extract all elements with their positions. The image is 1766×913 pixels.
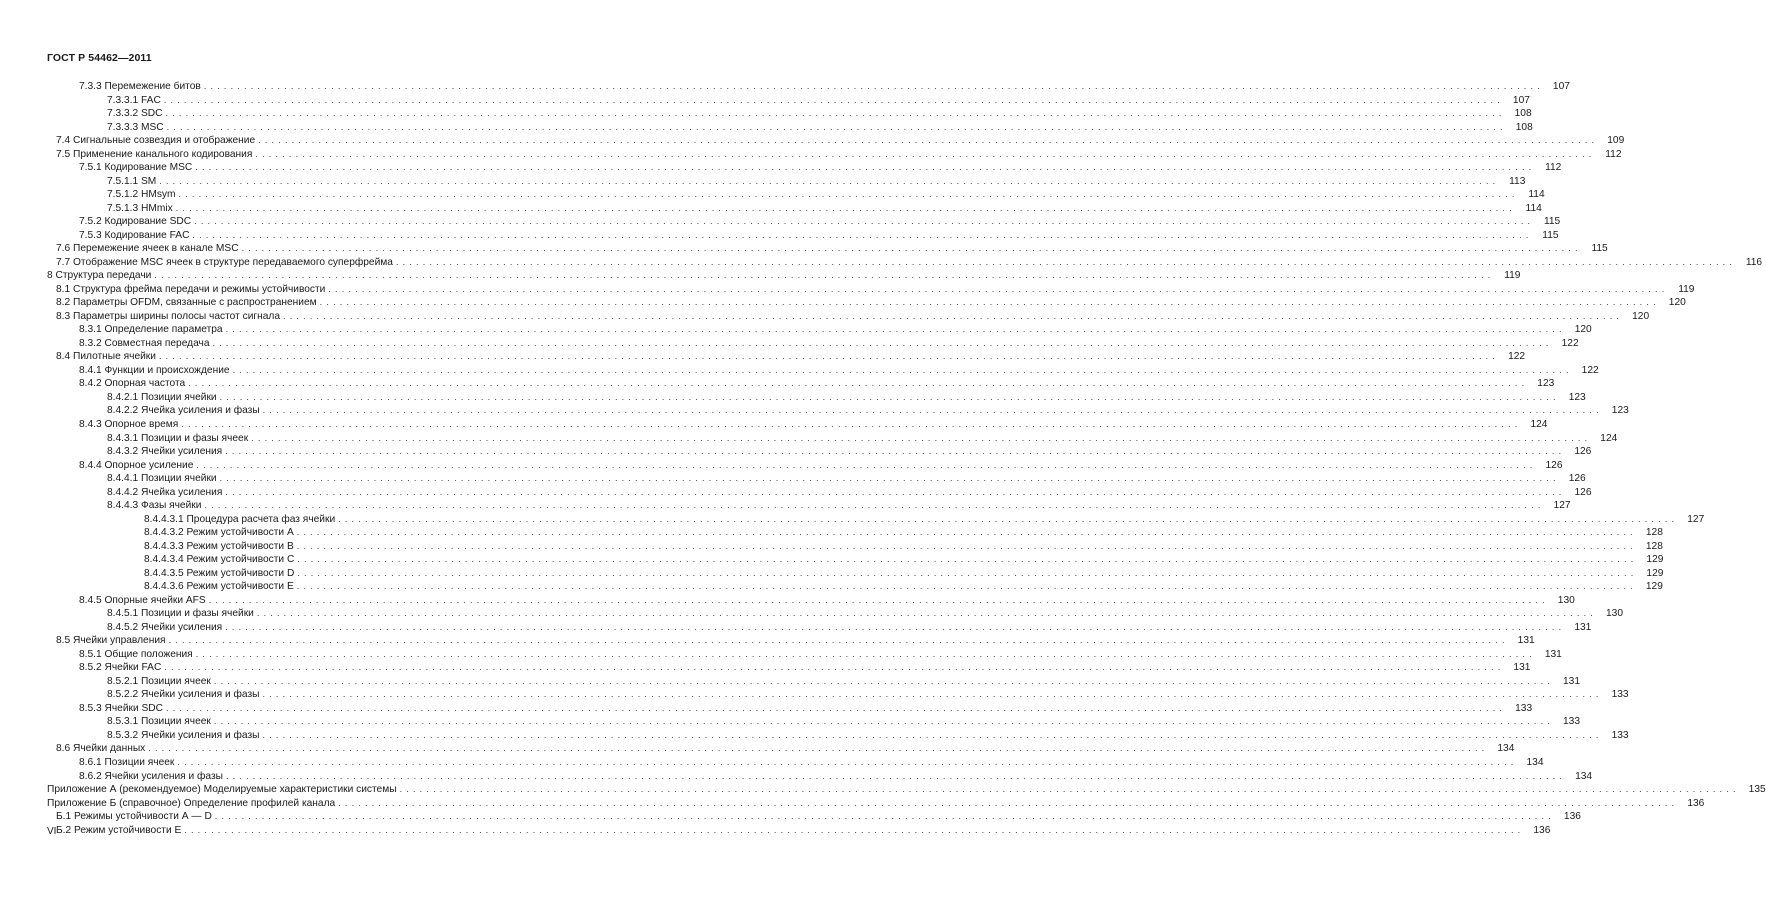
- toc-leader-dots: ........................................................................................................................................................................................................: [219, 473, 1560, 484]
- toc-entry-page: 129: [1646, 554, 1664, 566]
- toc-entry[interactable]: [144, 526, 1663, 539]
- toc-leader-dots: ........................................................................................................................................................................................................: [158, 351, 1500, 362]
- toc-entry-page: 107: [1552, 81, 1570, 92]
- toc-entry[interactable]: [107, 432, 1618, 445]
- toc-entry-title: 8.3.2 Совместная передача: [79, 337, 210, 349]
- toc-entry-title: 7.3.3.2 SDC: [107, 108, 163, 120]
- toc-entry-title: 8.4.4.3 Фазы ячейки: [107, 500, 202, 512]
- toc-entry[interactable]: [47, 783, 1766, 796]
- toc-entry[interactable]: [56, 350, 1526, 363]
- toc-leader-dots: ........................................................................................................................................................................................................: [225, 621, 1566, 632]
- toc-leader-dots: ........................................................................................................................................................................................................: [168, 635, 1509, 646]
- toc-leader-dots: ........................................................................................................................................................................................................: [225, 446, 1566, 457]
- toc-entry[interactable]: [107, 175, 1526, 188]
- toc-leader-dots: ........................................................................................................................................................................................................: [154, 270, 1495, 281]
- toc-entry[interactable]: [107, 188, 1545, 201]
- toc-entry-page: 123: [1568, 391, 1586, 403]
- toc-entry[interactable]: [79, 702, 1533, 715]
- toc-entry-page: 130: [1557, 594, 1575, 606]
- toc-entry-title: 7.5.1.2 HMsym: [107, 189, 176, 201]
- toc-entry-page: 131: [1544, 648, 1562, 660]
- toc-entry-title: 8.5.3 Ячейки SDC: [79, 702, 163, 714]
- toc-entry-title: 7.5 Применение канального кодирования: [56, 148, 253, 160]
- toc-entry[interactable]: [144, 513, 1705, 526]
- toc-entry[interactable]: [107, 729, 1629, 742]
- toc-entry-title: Б.2 Режим устойчивости E: [56, 824, 182, 836]
- toc-entry[interactable]: [107, 404, 1629, 417]
- toc-leader-dots: ........................................................................................................................................................................................................: [258, 135, 1599, 146]
- toc-entry-page: 122: [1561, 337, 1579, 349]
- toc-entry[interactable]: [107, 499, 1571, 512]
- toc-entry-title: 8.4.4.3.3 Режим устойчивости B: [144, 540, 294, 552]
- toc-entry[interactable]: [56, 310, 1650, 323]
- toc-leader-dots: ........................................................................................................................................................................................................: [188, 378, 1529, 389]
- toc-leader-dots: ........................................................................................................................................................................................................: [219, 391, 1560, 402]
- toc-leader-dots: ........................................................................................................................................................................................................: [296, 527, 1637, 538]
- toc-entry-page: 114: [1528, 189, 1545, 201]
- toc-entry-page: 136: [1563, 811, 1581, 823]
- toc-entry[interactable]: [107, 472, 1586, 485]
- toc-entry-title: 8.4.4.3.1 Процедура расчета фаз ячейки: [144, 513, 336, 525]
- toc-entry[interactable]: [107, 607, 1623, 620]
- toc-entry-title: 8.4.4.2 Ячейка усиления: [107, 486, 223, 498]
- toc-entry-page: 131: [1517, 635, 1535, 647]
- toc-entry-title: 7.5.1.1 SM: [107, 175, 157, 187]
- toc-leader-dots: ........................................................................................................................................................................................................: [399, 784, 1740, 795]
- toc-entry-title: 8.4.1 Функции и происхождение: [79, 364, 230, 376]
- toc-entry[interactable]: [107, 621, 1592, 634]
- toc-leader-dots: ........................................................................................................................................................................................................: [175, 202, 1516, 213]
- toc-entry[interactable]: [107, 202, 1542, 215]
- toc-leader-dots: ........................................................................................................................................................................................................: [166, 121, 1507, 132]
- toc-entry-page: 129: [1645, 581, 1663, 593]
- toc-entry-title: 8.5.2 Ячейки FAC: [79, 662, 162, 674]
- toc-leader-dots: ........................................................................................................................................................................................................: [164, 662, 1505, 673]
- toc-entry[interactable]: [56, 824, 1551, 837]
- toc-entry-title: 8.4.3.2 Ячейки усиления: [107, 446, 223, 458]
- toc-entry-page: 108: [1515, 121, 1533, 133]
- toc-leader-dots: ........................................................................................................................................................................................................: [213, 716, 1554, 727]
- toc-entry-page: 136: [1533, 824, 1551, 836]
- toc-entry-title: 7.7 Отображение MSC ячеек в структуре передаваемого суперфрейма: [56, 256, 393, 268]
- toc-entry-page: 107: [1512, 94, 1530, 106]
- toc-entry[interactable]: [79, 337, 1579, 350]
- toc-entry[interactable]: [107, 675, 1580, 688]
- toc-entry[interactable]: [144, 567, 1664, 580]
- toc-entry-page: 109: [1607, 135, 1625, 147]
- toc-leader-dots: ........................................................................................................................................................................................................: [208, 594, 1549, 605]
- toc-leader-dots: ........................................................................................................................................................................................................: [184, 824, 1525, 835]
- toc-leader-dots: ........................................................................................................................................................................................................: [225, 770, 1567, 781]
- toc-entry[interactable]: [79, 377, 1555, 390]
- toc-entry-page: 113: [1509, 175, 1526, 187]
- toc-entry[interactable]: [56, 810, 1581, 823]
- toc-entry-title: 7.5.1.3 HMmix: [107, 202, 173, 214]
- toc-entry-title: 8.4.4.3.4 Режим устойчивости C: [144, 554, 295, 566]
- toc-leader-dots: ........................................................................................................................................................................................................: [241, 243, 1582, 254]
- toc-entry-title: Приложение Б (справочное) Определение профилей канала: [47, 797, 336, 809]
- toc-entry-page: 120: [1668, 297, 1686, 309]
- toc-leader-dots: ........................................................................................................................................................................................................: [163, 94, 1504, 105]
- toc-entry-page: 108: [1514, 108, 1532, 120]
- toc-entry-page: 131: [1574, 621, 1592, 633]
- toc-entry-page: 115: [1591, 243, 1608, 255]
- toc-entry[interactable]: [107, 107, 1532, 120]
- toc-leader-dots: ........................................................................................................................................................................................................: [296, 581, 1637, 592]
- toc-entry-page: 124: [1530, 419, 1548, 430]
- toc-entry-title: 8.4.5 Опорные ячейки AFS: [79, 594, 206, 606]
- toc-leader-dots: ........................................................................................................................................................................................................: [262, 405, 1603, 416]
- toc-entry-title: 8.4 Пилотные ячейки: [56, 351, 156, 363]
- toc-entry[interactable]: [144, 553, 1664, 566]
- toc-entry[interactable]: [107, 688, 1629, 701]
- toc-entry-page: 126: [1568, 473, 1586, 485]
- toc-entry-page: 119: [1504, 270, 1521, 282]
- toc-leader-dots: ........................................................................................................................................................................................................: [204, 500, 1545, 511]
- toc-entry-title: 8.5.1 Общие положения: [79, 648, 193, 660]
- toc-leader-dots: ........................................................................................................................................................................................................: [212, 337, 1553, 348]
- toc-entry-title: 8.4.3.1 Позиции и фазы ячеек: [107, 432, 249, 444]
- toc-leader-dots: ........................................................................................................................................................................................................: [214, 811, 1555, 822]
- toc-entry-title: 8.4.4.3.5 Режим устойчивости D: [144, 567, 295, 579]
- toc-entry[interactable]: [79, 648, 1562, 661]
- toc-entry-title: Приложение А (рекомендуемое) Моделируемые характеристики системы: [47, 784, 397, 796]
- toc-entry[interactable]: [56, 283, 1695, 296]
- toc-leader-dots: ........................................................................................................................................................................................................: [166, 702, 1507, 713]
- toc-entry-page: 124: [1600, 432, 1618, 444]
- toc-entry-page: 123: [1537, 378, 1555, 390]
- toc-entry[interactable]: [79, 418, 1548, 431]
- toc-leader-dots: ........................................................................................................................................................................................................: [195, 648, 1536, 659]
- toc-leader-dots: ........................................................................................................................................................................................................: [192, 229, 1533, 240]
- toc-entry-title: Б.1 Режимы устойчивости А — D: [56, 811, 212, 823]
- toc-entry-title: 8 Структура передачи: [47, 270, 152, 282]
- toc-entry[interactable]: [79, 364, 1599, 377]
- toc-leader-dots: ........................................................................................................................................................................................................: [338, 513, 1679, 524]
- toc-entry[interactable]: [56, 742, 1515, 755]
- toc-entry[interactable]: [107, 486, 1592, 499]
- toc-entry-page: 131: [1513, 662, 1531, 674]
- toc-leader-dots: ........................................................................................................................................................................................................: [178, 189, 1519, 200]
- toc-entry[interactable]: [47, 269, 1521, 282]
- toc-leader-dots: ........................................................................................................................................................................................................: [213, 675, 1554, 686]
- toc-entry-title: 8.5.2.2 Ячейки усиления и фазы: [107, 689, 260, 701]
- toc-entry-page: 114: [1525, 202, 1542, 214]
- toc-entry[interactable]: [79, 229, 1559, 242]
- toc-entry[interactable]: [107, 121, 1533, 134]
- toc-entry[interactable]: [107, 715, 1580, 728]
- toc-leader-dots: ........................................................................................................................................................................................................: [194, 216, 1535, 227]
- toc-leader-dots: ........................................................................................................................................................................................................: [319, 297, 1660, 308]
- toc-entry-title: 7.5.3 Кодирование FAC: [79, 229, 190, 241]
- toc-entry-title: 8.6 Ячейки данных: [56, 743, 146, 755]
- toc-entry-page: 126: [1545, 459, 1563, 471]
- toc-entry-title: 7.5.2 Кодирование SDC: [79, 216, 192, 228]
- toc-entry-title: 7.3.3.1 FAC: [107, 94, 161, 106]
- toc-entry-page: 126: [1574, 446, 1592, 458]
- toc-entry[interactable]: [79, 161, 1562, 174]
- toc-entry-page: 128: [1645, 527, 1663, 539]
- toc-entry[interactable]: [79, 80, 1570, 93]
- toc-entry[interactable]: [47, 797, 1705, 810]
- toc-entry-title: 8.4.4 Опорное усиление: [79, 459, 194, 471]
- toc-entry-page: 115: [1542, 229, 1559, 241]
- toc-entry-page: 130: [1605, 608, 1623, 620]
- toc-entry-title: 8.4.4.1 Позиции ячейки: [107, 473, 217, 485]
- toc-entry-title: 8.4.4.3.2 Режим устойчивости A: [144, 527, 294, 539]
- toc-entry-title: 7.3.3 Перемежение битов: [79, 81, 201, 92]
- toc-entry-title: 8.4.5.1 Позиции и фазы ячейки: [107, 608, 254, 620]
- toc-entry-page: 123: [1611, 405, 1629, 417]
- toc-entry-title: 7.4 Сигнальные созвездия и отображение: [56, 135, 256, 147]
- toc-leader-dots: ........................................................................................................................................................................................................: [177, 757, 1518, 767]
- toc-entry-page: 128: [1645, 540, 1663, 552]
- toc-entry-title: 7.5.1 Кодирование MSC: [79, 162, 193, 174]
- toc-leader-dots: ........................................................................................................................................................................................................: [225, 486, 1566, 497]
- toc-leader-dots: ........................................................................................................................................................................................................: [338, 797, 1679, 808]
- toc-leader-dots: ........................................................................................................................................................................................................: [159, 175, 1500, 186]
- toc-entry-page: 133: [1563, 716, 1580, 728]
- document-code: ГОСТ Р 54462—2011: [47, 52, 152, 64]
- toc-entry[interactable]: [79, 661, 1531, 674]
- toc-entry[interactable]: [144, 540, 1663, 553]
- toc-entry[interactable]: [107, 391, 1586, 404]
- toc-entry-page: 131: [1563, 675, 1580, 687]
- toc-entry-title: 8.4.3 Опорное время: [79, 419, 179, 430]
- toc-leader-dots: ........................................................................................................................................................................................................: [165, 108, 1506, 119]
- toc-entry-title: 8.5 Ячейки управления: [56, 635, 166, 647]
- toc-leader-dots: ........................................................................................................................................................................................................: [262, 689, 1603, 700]
- toc-leader-dots: ........................................................................................................................................................................................................: [181, 419, 1522, 429]
- toc-entry-page: 120: [1632, 310, 1650, 322]
- toc-entry-page: 127: [1553, 500, 1571, 512]
- toc-entry[interactable]: [79, 459, 1563, 472]
- toc-entry-title: 8.2 Параметры OFDM, связанные с распространением: [56, 297, 317, 309]
- toc-entry-title: 7.6 Перемежение ячеек в канале MSC: [56, 243, 239, 255]
- toc-leader-dots: ........................................................................................................................................................................................................: [297, 554, 1638, 565]
- toc-entry-title: 8.1 Структура фрейма передачи и режимы устойчивости: [56, 283, 326, 295]
- toc-leader-dots: ........................................................................................................................................................................................................: [328, 283, 1669, 294]
- toc-entry-title: 8.6.2 Ячейки усиления и фазы: [79, 770, 223, 782]
- toc-entry[interactable]: [56, 634, 1535, 647]
- toc-entry-page: 136: [1687, 797, 1705, 809]
- toc-leader-dots: ........................................................................................................................................................................................................: [256, 608, 1597, 619]
- toc-entry-title: 8.4.4.3.6 Режим устойчивости E: [144, 581, 294, 593]
- toc-entry-title: 8.5.3.2 Ячейки усиления и фазы: [107, 729, 260, 741]
- toc-entry[interactable]: [107, 445, 1592, 458]
- toc-entry-page: 119: [1678, 283, 1695, 295]
- toc-entry-page: 112: [1605, 148, 1622, 160]
- toc-leader-dots: ........................................................................................................................................................................................................: [283, 310, 1624, 321]
- toc-entry-title: 8.5.2.1 Позиции ячеек: [107, 675, 211, 687]
- toc-leader-dots: ........................................................................................................................................................................................................: [195, 162, 1536, 173]
- toc-leader-dots: ........................................................................................................................................................................................................: [262, 729, 1603, 740]
- toc-leader-dots: ........................................................................................................................................................................................................: [225, 324, 1566, 335]
- toc-entry-title: 8.4.2 Опорная частота: [79, 378, 186, 390]
- toc-leader-dots: ........................................................................................................................................................................................................: [297, 567, 1638, 578]
- toc-entry[interactable]: [79, 770, 1593, 783]
- toc-entry-page: 129: [1646, 567, 1664, 579]
- toc-entry[interactable]: [79, 323, 1592, 336]
- toc-entry-page: 133: [1515, 702, 1533, 714]
- toc-entry-title: 8.5.3.1 Позиции ячеек: [107, 716, 211, 728]
- toc-entry-title: 8.4.2.1 Позиции ячейки: [107, 391, 217, 403]
- toc-entry-page: 122: [1508, 351, 1526, 363]
- toc-entry-page: 127: [1687, 513, 1705, 525]
- toc-entry-page: 134: [1575, 770, 1593, 782]
- toc-entry-page: 122: [1581, 364, 1599, 376]
- toc-leader-dots: ........................................................................................................................................................................................................: [251, 432, 1592, 443]
- toc-leader-dots: ........................................................................................................................................................................................................: [255, 148, 1596, 159]
- toc-leader-dots: ........................................................................................................................................................................................................: [232, 364, 1573, 375]
- toc-entry-page: 134: [1526, 757, 1544, 768]
- toc-entry[interactable]: [56, 256, 1763, 269]
- toc-entry-page: 115: [1543, 216, 1561, 228]
- toc-entry[interactable]: [56, 134, 1625, 147]
- toc-entry[interactable]: [144, 580, 1663, 593]
- toc-entry[interactable]: [79, 215, 1561, 228]
- toc-entry-page: 135: [1748, 784, 1766, 796]
- toc-leader-dots: ........................................................................................................................................................................................................: [196, 459, 1537, 470]
- toc-leader-dots: ........................................................................................................................................................................................................: [395, 256, 1737, 267]
- toc-leader-dots: ........................................................................................................................................................................................................: [203, 81, 1544, 91]
- toc-entry-page: 133: [1611, 689, 1629, 701]
- toc-entry-title: 8.3.1 Определение параметра: [79, 324, 223, 336]
- toc-entry[interactable]: [56, 296, 1686, 309]
- toc-entry-page: 126: [1574, 486, 1592, 498]
- toc-entry[interactable]: [56, 242, 1608, 255]
- toc-entry[interactable]: [79, 756, 1544, 769]
- toc-entry-page: 116: [1745, 256, 1763, 268]
- toc-entry-title: 8.4.5.2 Ячейки усиления: [107, 621, 223, 633]
- toc-entry[interactable]: [107, 94, 1530, 107]
- toc-entry-page: 133: [1611, 729, 1629, 741]
- toc-leader-dots: ........................................................................................................................................................................................................: [148, 743, 1489, 754]
- toc-entry-title: 8.3 Параметры ширины полосы частот сигнала: [56, 310, 281, 322]
- toc-entry-title: 8.6.1 Позиции ячеек: [79, 757, 175, 768]
- toc-entry-title: 8.4.2.2 Ячейка усиления и фазы: [107, 405, 260, 417]
- toc-entry-page: 120: [1574, 324, 1592, 336]
- toc-leader-dots: ........................................................................................................................................................................................................: [296, 540, 1637, 551]
- toc-entry-title: 7.3.3.3 MSC: [107, 121, 164, 133]
- toc-entry-page: 134: [1497, 743, 1515, 755]
- toc-entry[interactable]: [56, 148, 1622, 161]
- page-number: VI: [47, 826, 57, 837]
- toc-entry-page: 112: [1545, 162, 1562, 174]
- toc-entry[interactable]: [79, 594, 1575, 607]
